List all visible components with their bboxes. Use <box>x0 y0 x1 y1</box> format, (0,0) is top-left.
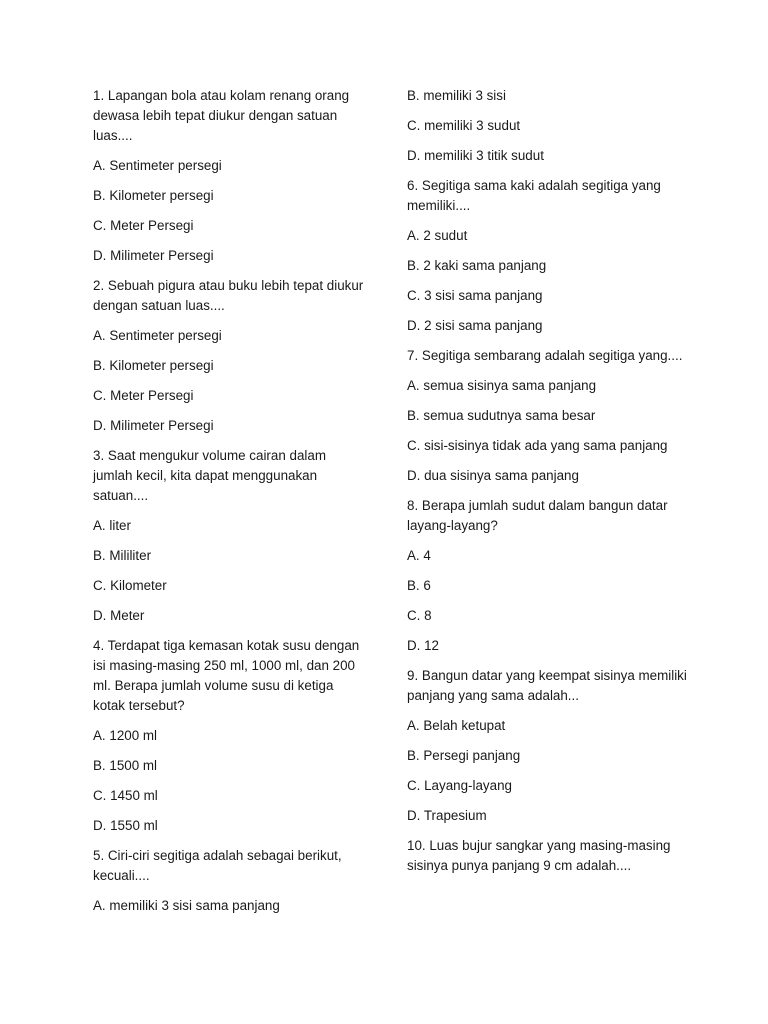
answer-option: D. dua sisinya sama panjang <box>407 468 579 483</box>
question-text: 7. Segitiga sembarang adalah segitiga yang.... <box>407 348 683 363</box>
answer-option: C. Meter Persegi <box>93 218 194 233</box>
answer-option: D. Milimeter Persegi <box>93 248 214 263</box>
answer-option: C. 1450 ml <box>93 788 158 803</box>
answer-option: D. 1550 ml <box>93 818 158 833</box>
answer-option: C. memiliki 3 sudut <box>407 118 521 133</box>
answer-option: B. 1500 ml <box>93 758 158 773</box>
answer-option: A. Sentimeter persegi <box>93 328 222 343</box>
answer-option: D. 12 <box>407 638 440 653</box>
answer-option: B. 6 <box>407 578 431 593</box>
answer-option: C. Meter Persegi <box>93 388 194 403</box>
answer-option: A. 1200 ml <box>93 728 158 743</box>
question-text: 8. Berapa jumlah sudut dalam bangun datar layang-layang? <box>407 498 668 533</box>
question-text: 1. Lapangan bola atau kolam renang orang dewasa lebih tepat diukur dengan satuan luas.... <box>93 88 350 143</box>
question-text: 3. Saat mengukur volume cairan dalam jumlah kecil, kita dapat menggunakan satuan.... <box>93 448 326 503</box>
question-text: 6. Segitiga sama kaki adalah segitiga yang memiliki.... <box>407 178 661 213</box>
answer-option: B. Persegi panjang <box>407 748 521 763</box>
answer-option: C. sisi-sisinya tidak ada yang sama panjang <box>407 438 668 453</box>
answer-option: C. Kilometer <box>93 578 167 593</box>
question-text: 4. Terdapat tiga kemasan kotak susu dengan isi masing-masing 250 ml, 1000 ml, dan 200 ml. Berapa jumlah volume susu di ketiga kotak tersebut? <box>93 638 360 713</box>
answer-option: D. 2 sisi sama panjang <box>407 318 543 333</box>
left-column <box>93 86 368 926</box>
answer-option: A. Belah ketupat <box>407 718 506 733</box>
answer-option: D. Meter <box>93 608 145 623</box>
answer-option: A. memiliki 3 sisi sama panjang <box>93 898 280 913</box>
right-column <box>407 86 697 886</box>
answer-option: B. 2 kaki sama panjang <box>407 258 547 273</box>
answer-option: C. Layang-layang <box>407 778 512 793</box>
question-text: 9. Bangun datar yang keempat sisinya memiliki panjang yang sama adalah... <box>407 668 687 703</box>
answer-option: B. semua sudutnya sama besar <box>407 408 596 423</box>
answer-option: B. memiliki 3 sisi <box>407 88 506 103</box>
answer-option: C. 8 <box>407 608 432 623</box>
question-text: 5. Ciri-ciri segitiga adalah sebagai berikut, kecuali.... <box>93 848 342 883</box>
answer-option: B. Kilometer persegi <box>93 188 214 203</box>
answer-option: B. Kilometer persegi <box>93 358 214 373</box>
answer-option: A. liter <box>93 518 131 533</box>
answer-option: A. 4 <box>407 548 431 563</box>
answer-option: A. 2 sudut <box>407 228 468 243</box>
answer-option: C. 3 sisi sama panjang <box>407 288 543 303</box>
answer-option: D. memiliki 3 titik sudut <box>407 148 544 163</box>
answer-option: A. Sentimeter persegi <box>93 158 222 173</box>
question-text: 2. Sebuah pigura atau buku lebih tepat diukur dengan satuan luas.... <box>93 278 364 313</box>
question-text: 10. Luas bujur sangkar yang masing-masing sisinya punya panjang 9 cm adalah.... <box>407 838 671 873</box>
answer-option: D. Trapesium <box>407 808 487 823</box>
answer-option: A. semua sisinya sama panjang <box>407 378 597 393</box>
answer-option: D. Milimeter Persegi <box>93 418 214 433</box>
answer-option: B. Mililiter <box>93 548 152 563</box>
